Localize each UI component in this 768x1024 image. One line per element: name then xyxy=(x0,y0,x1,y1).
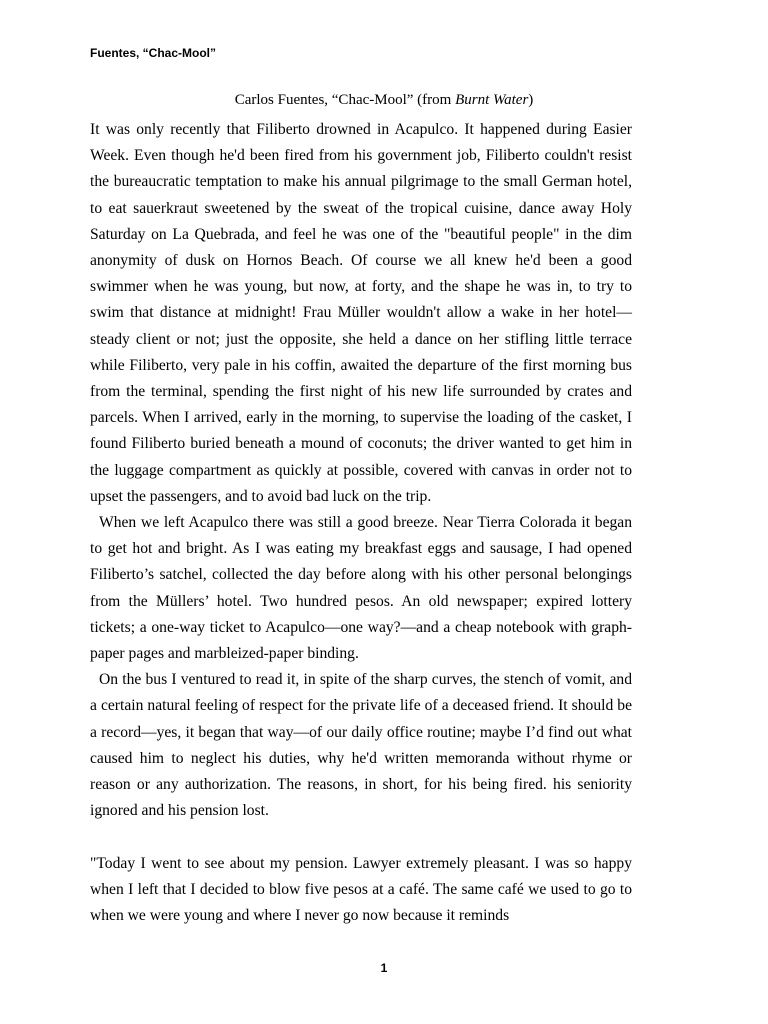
paragraph-3: On the bus I ventured to read it, in spite of the sharp curves, the stench of vomit, and a certain natural feeling of respect for the private life of a deceased friend. It should be a record—yes, it began that way—of our daily office routine; maybe I’d find out what caused him to neglect his duties, why he'd written memoranda without rhyme or reason or any authorization. The reasons, in short, for his being fired. his seniority ignored and his pension lost. xyxy=(90,671,632,820)
paragraph-4: "Today I went to see about my pension. Lawyer extremely pleasant. I was so happy when I left that I decided to blow five pesos at a café. The same café we used to go to when we were young and where I never go now because it reminds xyxy=(90,854,632,925)
body-text xyxy=(90,117,632,929)
paragraph-1: It was only recently that Filiberto drowned in Acapulco. It happened during Easier Week. Even though he'd been fired from his government job, Filiberto couldn't resist the bureaucratic temptation to make his annual pilgrimage to the small German hotel, to eat sauerkraut sweetened by the sweat of the tropical cuisine, dance away Holy Saturday on La Quebrada, and feel he was one of the "beautiful people" in the dim anonymity of dusk on Hornos Beach. Of course we all knew he'd been a good swimmer when he was young, but now, at forty, and the shape he was in, to try to swim that distance at midnight! Frau Müller wouldn't allow a wake in her hotel—steady client or not; just the opposite, she held a dance on her stifling little terrace while Filiberto, very pale in his coffin, awaited the departure of the first morning bus from the terminal, spending the first night of his new life surrounded by crates and parcels. When I arrived, early in the morning, to supervise the loading of the casket, I found Filiberto buried beneath a mound of coconuts; the driver wanted to get him in the luggage compartment as quickly at possible, covered with canvas in order not to upset the passengers, and to avoid bad luck on the trip. xyxy=(90,121,632,505)
page-number: 1 xyxy=(380,961,388,975)
document-title xyxy=(0,92,768,109)
title-book: Burnt Water xyxy=(455,92,529,108)
running-header: Fuentes, “Chac-Mool” xyxy=(90,46,217,60)
title-prefix: Carlos Fuentes, “Chac-Mool” (from xyxy=(234,92,456,108)
paragraph-2: When we left Acapulco there was still a good breeze. Near Tierra Colorada it began to get hot and bright. As I was eating my breakfast eggs and sausage, I had opened Filiberto’s satchel, collected the day before along with his other personal belongings from the Müllers’ hotel. Two hundred pesos. An old newspaper; expired lottery tickets; a one-way ticket to Acapulco—one way?—and a cheap notebook with graph-paper pages and marbleized-paper binding. xyxy=(90,514,632,663)
title-suffix: ) xyxy=(528,92,534,108)
